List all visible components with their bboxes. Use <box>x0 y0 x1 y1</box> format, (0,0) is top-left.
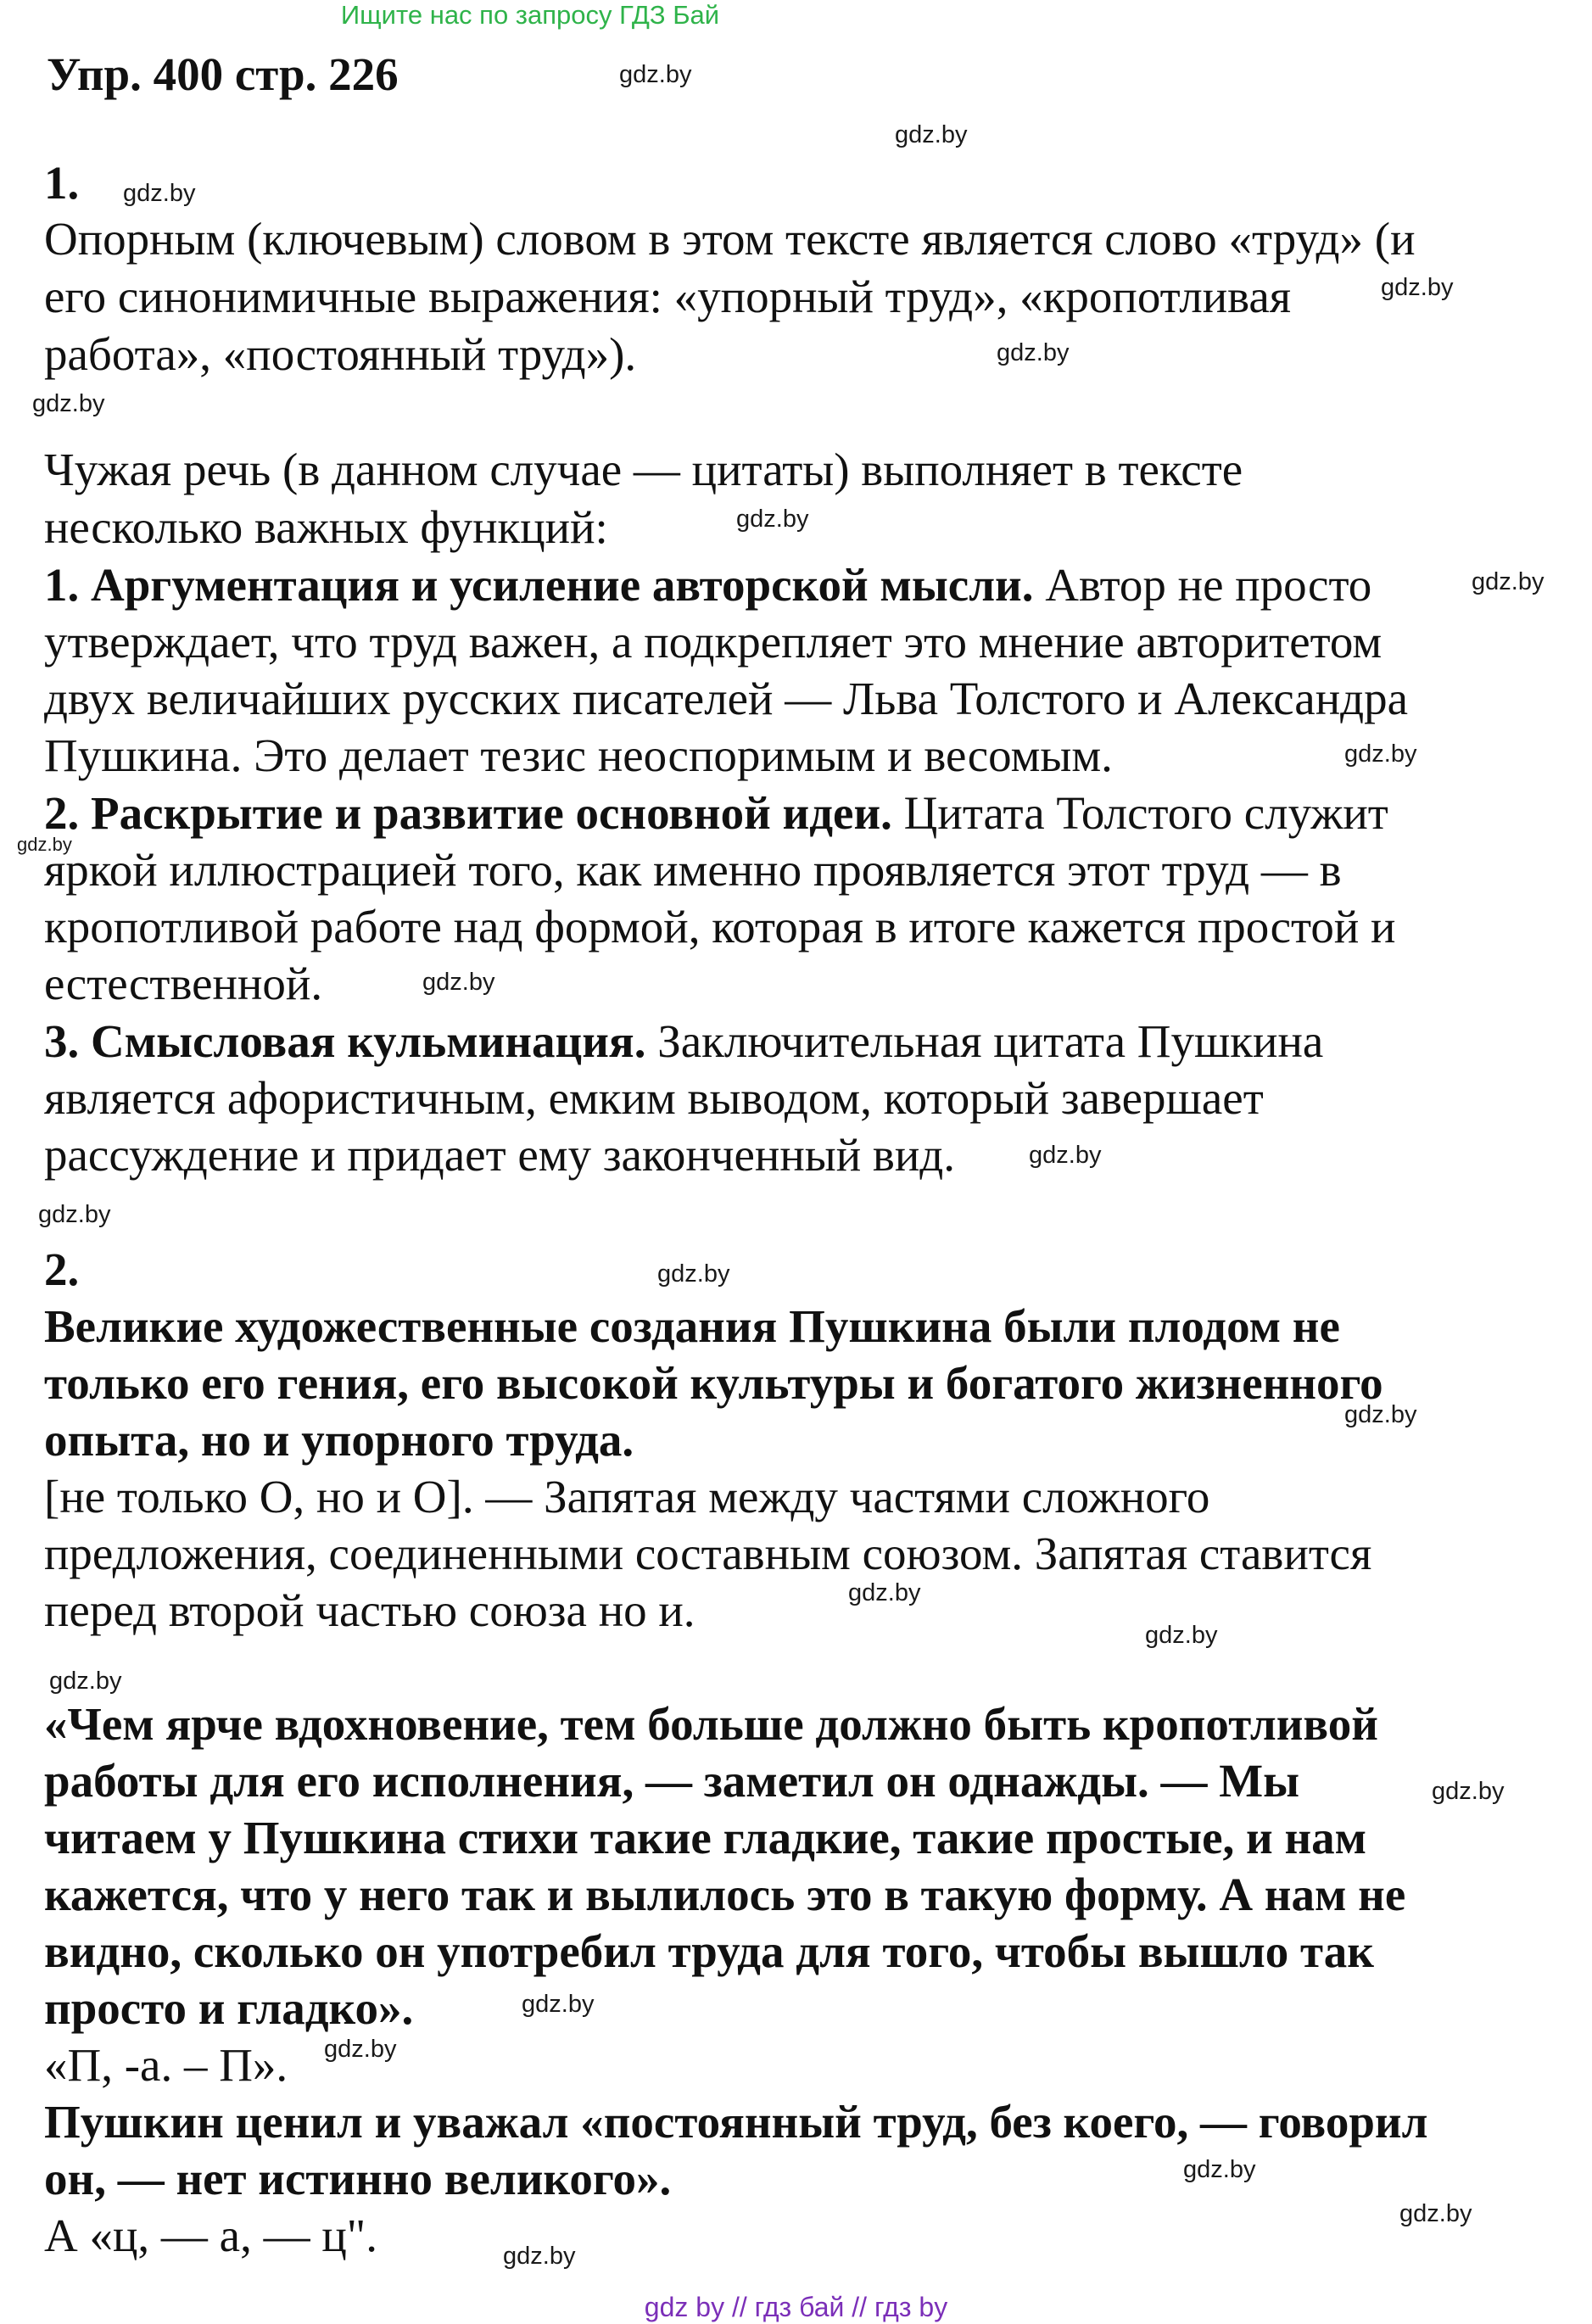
text-line: Чужая речь (в данном случае — цитаты) выполняет в тексте <box>44 444 1243 495</box>
watermark: gdz.by <box>1399 2200 1472 2227</box>
watermark: gdz.by <box>422 969 495 996</box>
watermark: gdz.by <box>1381 274 1454 301</box>
function-1-heading: 1. Аргументация и усиление авторской мысли. <box>44 559 1034 611</box>
text-line: 2. Раскрытие и развитие основной идеи. Цитата Толстого служит <box>44 787 1388 839</box>
watermark: gdz.by <box>1029 1142 1102 1169</box>
watermark: gdz.by <box>1344 740 1417 768</box>
text-line: является афористичным, емким выводом, который завершает <box>44 1072 1264 1124</box>
watermark: gdz.by <box>17 834 72 855</box>
watermark: gdz.by <box>38 1201 111 1228</box>
watermark: gdz.by <box>997 339 1070 366</box>
text-line: его синонимичные выражения: «упорный труд», «кропотливая <box>44 271 1292 322</box>
watermark: gdz.by <box>123 180 196 207</box>
watermark: gdz.by <box>1344 1401 1417 1428</box>
watermark: gdz.by <box>32 390 105 417</box>
quote-bold-line: «Чем ярче вдохновение, тем больше должно быть кропотливой <box>44 1698 1378 1750</box>
text-line: Опорным (ключевым) словом в этом тексте является слово «труд» (и <box>44 213 1416 265</box>
text-line: Пушкина. Это делает тезис неоспоримым и весомым. <box>44 729 1113 781</box>
quote-bold-line: читаем у Пушкина стихи такие гладкие, такие простые, и нам <box>44 1812 1367 1863</box>
text-line: естественной. <box>44 958 323 1009</box>
text-line: кропотливой работе над формой, которая в итоге кажется простой и <box>44 901 1396 953</box>
text-line: рассуждение и придает ему законченный вид. <box>44 1129 956 1181</box>
scheme-line: «П, -а. – П». <box>44 2039 288 2091</box>
text-line: перед второй частью союза но и. <box>44 1584 695 1636</box>
quote-bold-line: Пушкин ценил и уважал «постоянный труд, без коего, — говорил <box>44 2096 1428 2148</box>
text-line: работа», «постоянный труд»). <box>44 328 637 380</box>
watermark: gdz.by <box>1472 568 1545 595</box>
sentence-bold-line: опыта, но и упорного труда. <box>44 1414 634 1466</box>
text-line: предложения, соединенными составным союзом. Запятая ставится <box>44 1528 1372 1579</box>
text-line: утверждает, что труд важен, а подкрепляет это мнение авторитетом <box>44 616 1383 668</box>
watermark: gdz.by <box>1145 1622 1218 1649</box>
function-3-heading: 3. Смысловая кульминация. <box>44 1015 646 1067</box>
watermark: gdz.by <box>848 1579 921 1606</box>
page-title: Упр. 400 стр. 226 <box>47 48 399 100</box>
text-line: яркой иллюстрацией того, как именно проявляется этот труд — в <box>44 844 1342 896</box>
watermark: gdz.by <box>657 1260 730 1288</box>
sentence-bold-line: только его гения, его высокой культуры и богатого жизненного <box>44 1357 1383 1409</box>
footer-links[interactable]: gdz by // гдз бай // гдз by <box>644 2292 948 2322</box>
sentence-bold-line: Великие художественные создания Пушкина были плодом не <box>44 1300 1340 1352</box>
watermark: gdz.by <box>1432 1778 1505 1805</box>
watermark: gdz.by <box>522 1991 595 2018</box>
scheme-line: А «ц, — а, — ц". <box>44 2209 377 2261</box>
quote-bold-line: он, — нет истинно великого». <box>44 2153 672 2204</box>
watermark: gdz.by <box>736 506 809 533</box>
quote-bold-line: видно, сколько он употребил труда для того, чтобы вышло так <box>44 1925 1374 1977</box>
section-2-number: 2. <box>44 1243 80 1295</box>
watermark: gdz.by <box>619 61 692 88</box>
watermark: gdz.by <box>49 1668 122 1695</box>
top-banner[interactable]: Ищите нас по запросу ГДЗ Бай <box>340 0 720 30</box>
watermark: gdz.by <box>503 2243 576 2270</box>
text-line: несколько важных функций: <box>44 501 608 553</box>
quote-bold-line: работы для его исполнения, — заметил он однажды. — Мы <box>44 1755 1300 1807</box>
text-line: 3. Смысловая кульминация. Заключительная цитата Пушкина <box>44 1015 1324 1067</box>
text-line: 1. Аргументация и усиление авторской мысли. Автор не просто <box>44 559 1372 611</box>
section-1-number: 1. <box>44 157 80 209</box>
watermark: gdz.by <box>895 121 968 148</box>
text-line: [не только О, но и О]. — Запятая между частями сложного <box>44 1471 1210 1522</box>
text-line: двух величайших русских писателей — Льва Толстого и Александра <box>44 673 1409 724</box>
watermark: gdz.by <box>1183 2156 1256 2183</box>
function-2-heading: 2. Раскрытие и развитие основной идеи. <box>44 787 892 839</box>
quote-bold-line: просто и гладко». <box>44 1982 414 2034</box>
watermark: gdz.by <box>324 2036 397 2063</box>
quote-bold-line: кажется, что у него так и вылилось это в такую форму. А нам не <box>44 1869 1406 1920</box>
